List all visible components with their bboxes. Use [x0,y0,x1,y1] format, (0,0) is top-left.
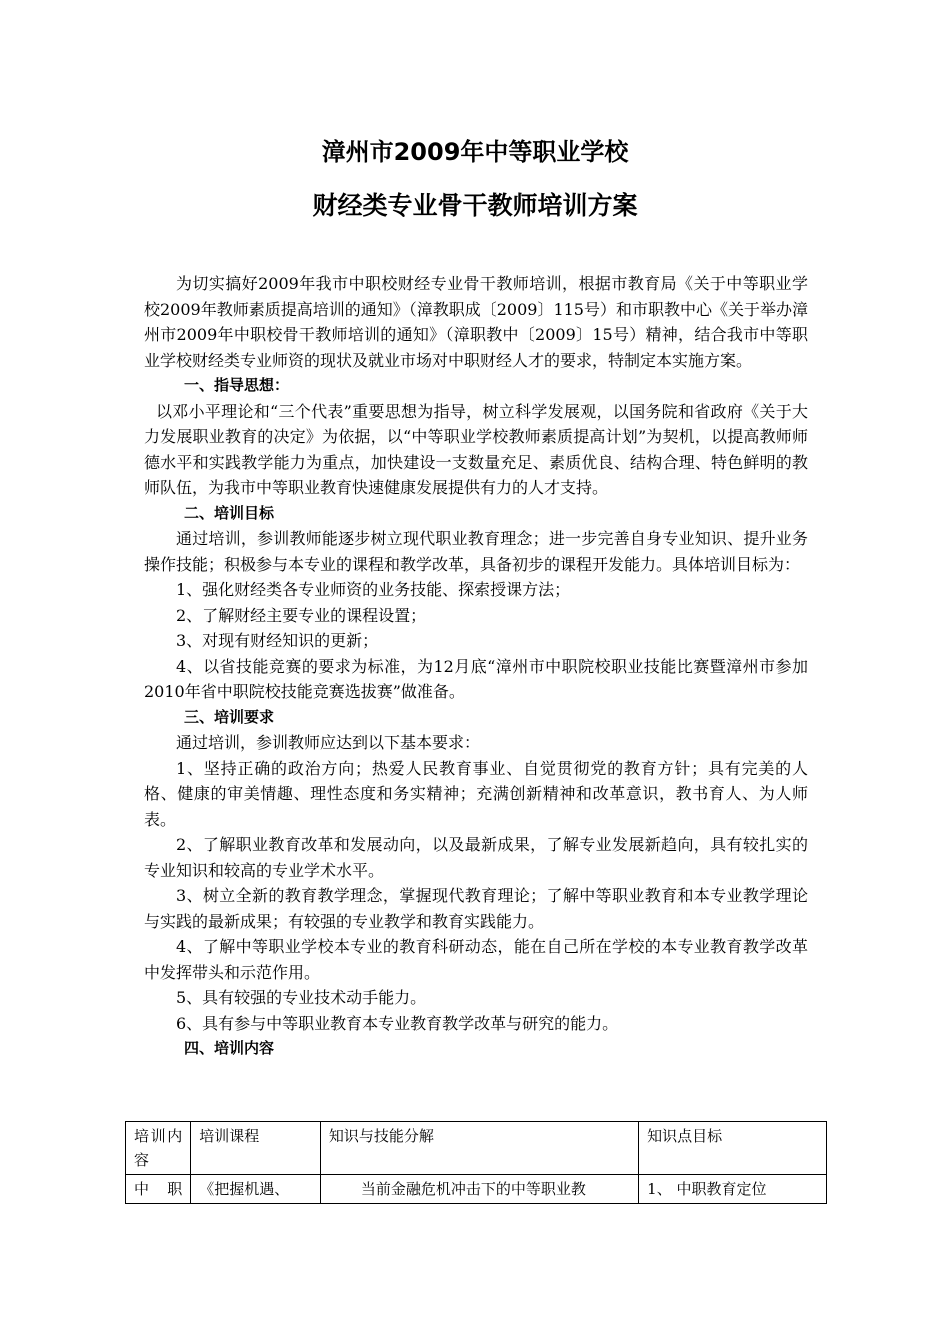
section1-heading: 一、指导思想： [184,376,290,394]
section3-item: 5、具有较强的专业技术动手能力。 [176,988,427,1007]
section3-item: 6、具有参与中等职业教育本专业教育教学改革与研究的能力。 [176,1013,619,1033]
training-content-table [125,1121,827,1204]
document-title-line2: 财经类专业骨干教师培训方案 [312,191,638,220]
table-header-cell: 培训内容 [126,1122,191,1175]
section2-item: 3、对现有财经知识的更新； [176,631,379,650]
section3-item: 1、坚持正确的政治方向；热爱人民教育事业、自觉贯彻党的教育方针；具有完美的人格、健康的审美情趣、理性态度和务实精神；充满创新精神和改革意识，教书育人、为人师表。 [144,758,808,829]
table-header-row [126,1122,827,1175]
intro-paragraph: 为切实搞好2009年我市中职校财经专业骨干教师培训，根据市教育局《关于中等职业学校2009年教师素质提高培训的通知》（漳教职成〔2009〕115号）和市职教中心《关于举办漳州市2009年中职校骨干教师培训的通知》（漳职教中〔2009〕15号）精神，结合我市中等职业学校财经类专业师资的现状及就业市场对中职财经人才的要求，特制定本实施方案。 [144,274,808,370]
section4-heading: 四、培训内容 [184,1039,275,1057]
section2-heading: 二、培训目标 [184,503,275,522]
section3-item: 2、了解职业教育改革和发展动向，以及最新成果，了解专业发展新趋向，具有较扎实的专业知识和较高的专业学术水平。 [144,835,808,880]
table-row [126,1175,827,1204]
section2-item: 4、以省技能竞赛的要求为标准，为12月底“漳州市中职院校职业技能比赛暨漳州市参加2010年省中职院校技能竞赛选拔赛”做准备。 [144,656,808,701]
section3-item: 3、树立全新的教育教学理念，掌握现代教育理论；了解中等职业教育和本专业教学理论与实践的最新成果；有较强的专业教学和教育实践能力。 [144,886,808,931]
document-body [144,271,808,1062]
section2-item: 2、了解财经主要专业的课程设置； [176,605,427,625]
table-header-cell: 培训课程 [191,1122,321,1175]
table-cell: 1、 中职教育定位 [639,1175,827,1204]
section3-item: 4、了解中等职业学校本专业的教育科研动态，能在自己所在学校的本专业教育教学改革中发挥带头和示范作用。 [144,937,808,982]
section2-item: 1、强化财经类各专业师资的业务技能、探索授课方法； [176,580,571,599]
section3-heading: 三、培训要求 [184,707,275,726]
table-header-cell: 知识点目标 [639,1122,827,1175]
document-title-line1: 漳州市2009年中等职业学校 [321,138,629,166]
table-header-cell: 知识与技能分解 [320,1122,638,1175]
section1-paragraph: 以邓小平理论和“三个代表”重要思想为指导，树立科学发展观，以国务院和省政府《关于大力发展职业教育的决定》为依据，以“中等职业学校教师素质提高计划”为契机，以提高教师师德水平和实践教学能力为重点，加快建设一支数量充足、素质优良、结构合理、特色鲜明的教师队伍，为我市中等职业教育快速健康发展提供有力的人才支持。 [144,401,808,497]
table-cell: 当前金融危机冲击下的中等职业教 [320,1175,638,1204]
section3-intro: 通过培训，参训教师应达到以下基本要求： [176,733,481,752]
table-cell: 中职 [126,1175,191,1204]
table-cell: 《把握机遇、 [191,1175,321,1204]
section2-intro: 通过培训，参训教师能逐步树立现代职业教育理念；进一步完善自身专业知识、提升业务操作技能；积极参与本专业的课程和教学改革，具备初步的课程开发能力。具体培训目标为： [144,529,808,574]
